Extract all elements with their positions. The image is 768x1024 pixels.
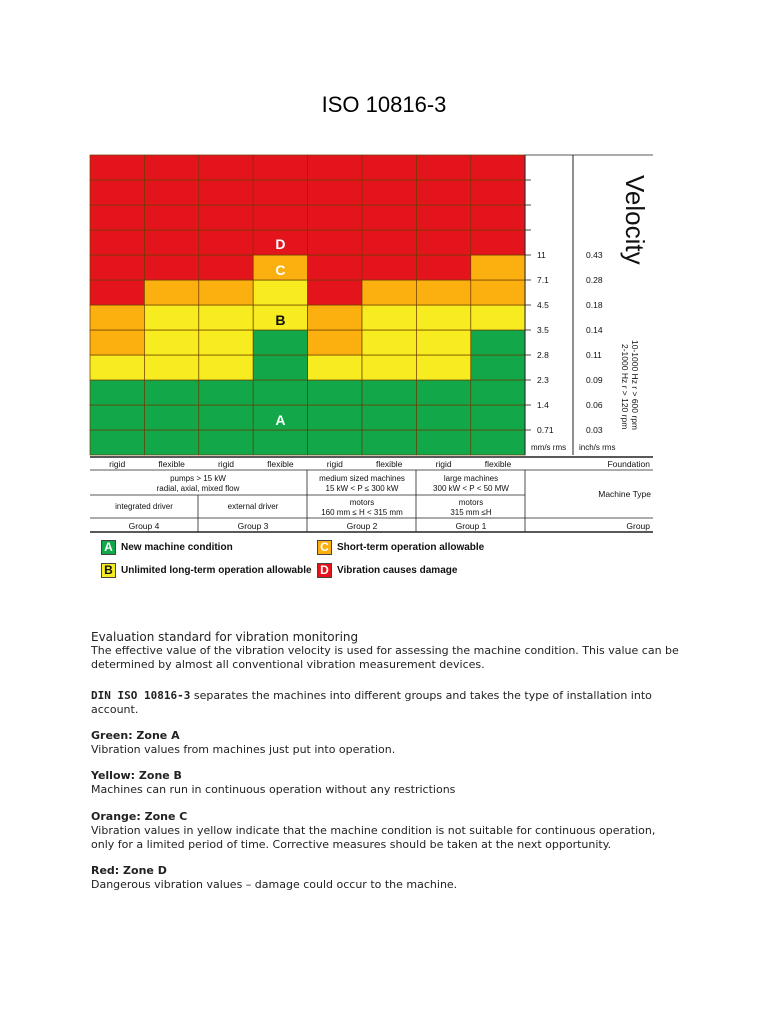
zone-cell-b	[308, 355, 362, 380]
zone-cell-d	[362, 255, 416, 280]
external-driver-label: external driver	[227, 502, 279, 511]
velocity-label: Velocity	[620, 175, 650, 265]
zone-cell-d	[144, 155, 198, 180]
foundation-rigid: rigid	[435, 459, 452, 469]
zone-cell-d	[90, 155, 144, 180]
zone-cell-d	[253, 180, 307, 205]
zone-cell-c	[471, 255, 525, 280]
mm-tick-label: 3.5	[537, 325, 549, 335]
legend-zone-d-text: Vibration causes damage	[337, 565, 458, 576]
din-standard-name: DIN ISO 10816-3	[91, 689, 191, 702]
foundation-flexible: flexible	[484, 459, 512, 469]
zone-cell-a	[471, 430, 525, 455]
zone-cell-a	[362, 405, 416, 430]
inch-tick-label: 0.28	[586, 275, 603, 285]
zone-cell-b	[362, 305, 416, 330]
zone-cell-c	[308, 330, 362, 355]
zone-cell-d	[308, 280, 362, 305]
zone-cell-b	[416, 330, 470, 355]
machine-type-label: Machine Type	[598, 489, 651, 499]
motors-large-label: motors	[458, 498, 484, 507]
zone-letter-d: D	[275, 236, 286, 252]
legend-zone-a	[101, 540, 233, 555]
zone-cell-d	[144, 180, 198, 205]
medium-machines-line-2: 15 kW < P ≤ 300 kW	[325, 484, 399, 493]
zone-cell-d	[308, 155, 362, 180]
zone-cell-a	[362, 380, 416, 405]
foundation-rigid: rigid	[109, 459, 126, 469]
article-body	[91, 630, 681, 672]
zone-cell-d	[362, 180, 416, 205]
zone-cell-a	[416, 380, 470, 405]
legend-zone-d-box: D	[317, 563, 332, 578]
yellow-zone-text: Machines can run in continuous operation without any restrictions	[91, 783, 456, 796]
zone-cell-d	[253, 205, 307, 230]
zone-cell-a	[362, 430, 416, 455]
pumps-line-1: pumps > 15 kW	[170, 474, 226, 483]
legend-zone-c-box: C	[317, 540, 332, 555]
zone-cell-d	[362, 230, 416, 255]
zone-cell-c	[90, 305, 144, 330]
zone-cell-c	[362, 280, 416, 305]
zone-cell-d	[308, 180, 362, 205]
zone-cell-b	[362, 355, 416, 380]
legend-zone-c	[317, 540, 484, 555]
zone-letter-b: B	[275, 312, 286, 328]
zone-cell-d	[416, 155, 470, 180]
orange-zone-text: Vibration values in yellow indicate that the machine condition is not suitable for continuous operation, only for a limited period of time. Corrective measures should be taken at the next opportunity.	[91, 824, 656, 851]
zone-cell-b	[199, 330, 253, 355]
zone-cells	[90, 155, 525, 455]
zone-cell-c	[199, 280, 253, 305]
zone-cell-c	[144, 280, 198, 305]
yellow-zone-heading: Yellow: Zone B	[91, 769, 182, 782]
page-title: ISO 10816-3	[321, 92, 447, 117]
zone-cell-d	[144, 255, 198, 280]
zone-cell-b	[471, 305, 525, 330]
zone-cell-d	[471, 155, 525, 180]
zone-cell-a	[199, 380, 253, 405]
zone-cell-c	[308, 305, 362, 330]
zone-d-section	[91, 864, 681, 892]
large-machines-line-2: 300 kW < P < 50 MW	[433, 484, 509, 493]
foundation-flexible: flexible	[267, 459, 294, 469]
inch-tick-label: 0.09	[586, 375, 603, 385]
legend-zone-a-box: A	[101, 540, 116, 555]
legend-zone-b-box: B	[101, 563, 116, 578]
zone-cell-d	[90, 255, 144, 280]
zone-cell-c	[416, 280, 470, 305]
zone-cell-d	[308, 205, 362, 230]
zone-cell-d	[199, 205, 253, 230]
zone-cell-d	[199, 255, 253, 280]
zone-cell-b	[144, 305, 198, 330]
zone-cell-d	[90, 205, 144, 230]
zone-cell-a	[144, 430, 198, 455]
zone-cell-d	[144, 230, 198, 255]
zone-cell-c	[471, 280, 525, 305]
red-zone-text: Dangerous vibration values – damage could occur to the machine.	[91, 878, 458, 891]
zone-cell-a	[253, 355, 307, 380]
din-description: separates the machines into different groups and takes the type of installation into account.	[91, 689, 652, 716]
zone-cell-b	[416, 305, 470, 330]
legend-zone-c-text: Short-term operation allowable	[337, 542, 485, 553]
zone-cell-d	[144, 205, 198, 230]
zone-cell-a	[199, 405, 253, 430]
zone-cell-a	[416, 405, 470, 430]
zone-letter-c: C	[275, 262, 286, 278]
group-4-label: Group 4	[128, 521, 160, 531]
green-zone-heading: Green: Zone A	[91, 729, 180, 742]
zone-cell-a	[90, 430, 144, 455]
zone-cell-d	[253, 155, 307, 180]
inch-tick-label: 0.14	[586, 325, 603, 335]
zone-cell-d	[308, 255, 362, 280]
machine-table	[90, 457, 653, 532]
zone-a-section	[91, 729, 681, 757]
foundation-label: Foundation	[607, 459, 650, 469]
zone-cell-a	[471, 330, 525, 355]
zone-cell-d	[471, 180, 525, 205]
zone-cell-d	[362, 205, 416, 230]
zone-cell-b	[253, 280, 307, 305]
inch-tick-label: 0.11	[586, 350, 602, 360]
zone-cell-d	[90, 180, 144, 205]
frequency-line-2: 2-1000 Hz r > 120 rpm	[620, 344, 630, 430]
motors-large-range: 315 mm ≤H	[450, 508, 492, 517]
inch-tick-label: 0.43	[586, 250, 603, 260]
zone-cell-a	[253, 430, 307, 455]
zone-letter-a: A	[275, 412, 286, 428]
green-zone-text: Vibration values from machines just put into operation.	[91, 743, 396, 756]
zone-cell-d	[199, 180, 253, 205]
zone-cell-d	[199, 230, 253, 255]
zone-cell-d	[471, 205, 525, 230]
zone-cell-d	[416, 255, 470, 280]
zone-cell-a	[253, 380, 307, 405]
din-paragraph	[91, 689, 681, 717]
zone-cell-d	[199, 155, 253, 180]
foundation-rigid: rigid	[217, 459, 235, 469]
zone-cell-a	[253, 330, 307, 355]
medium-machines-line-1: medium sized machines	[319, 474, 405, 483]
frequency-line-1: 10-1000 Hz r > 600 rpm	[630, 340, 640, 431]
zone-cell-d	[90, 280, 144, 305]
mm-tick-label: 1.4	[537, 400, 549, 410]
zone-cell-b	[199, 305, 253, 330]
mm-tick-label: 4.5	[537, 300, 549, 310]
foundation-columns	[109, 459, 511, 469]
mm-tick-label: 7.1	[537, 275, 549, 285]
zone-cell-a	[471, 405, 525, 430]
article-heading: Evaluation standard for vibration monitoring	[91, 630, 359, 644]
orange-zone-heading: Orange: Zone C	[91, 810, 188, 823]
inch-tick-label: 0.03	[586, 425, 603, 435]
zone-cell-d	[416, 205, 470, 230]
zone-cell-a	[144, 405, 198, 430]
zone-cell-a	[199, 430, 253, 455]
zone-cell-d	[90, 230, 144, 255]
zone-b-section	[91, 769, 681, 797]
zone-cell-a	[308, 405, 362, 430]
zone-cell-c	[90, 330, 144, 355]
zone-cell-a	[144, 380, 198, 405]
foundation-rigid: rigid	[326, 459, 343, 469]
legend-zone-a-text: New machine condition	[121, 542, 233, 553]
pumps-line-2: radial, axial, mixed flow	[156, 484, 240, 493]
zone-cell-b	[90, 355, 144, 380]
mm-tick-label: 2.3	[537, 375, 549, 385]
zone-cell-a	[308, 430, 362, 455]
inch-unit-label: inch/s rms	[579, 443, 616, 452]
group-2-label: Group 2	[346, 521, 378, 531]
motors-medium-range: 160 mm ≤ H < 315 mm	[321, 508, 403, 517]
zone-cell-b	[199, 355, 253, 380]
zone-cell-a	[471, 380, 525, 405]
zone-cell-a	[308, 380, 362, 405]
legend-zone-b	[101, 563, 312, 578]
legend-zone-d	[317, 563, 457, 578]
article-intro: The effective value of the vibration velocity is used for assessing the machine condition. This value can be determined by almost all conventional vibration measurement devices.	[91, 644, 679, 671]
zone-cell-a	[471, 355, 525, 380]
group-1-label: Group 1	[455, 521, 487, 531]
group-3-label: Group 3	[237, 521, 269, 531]
zone-cell-d	[471, 230, 525, 255]
zone-cell-b	[416, 355, 470, 380]
zone-cell-b	[362, 330, 416, 355]
foundation-flexible: flexible	[158, 459, 185, 469]
zone-cell-d	[416, 180, 470, 205]
zone-c-section	[91, 810, 681, 852]
red-zone-heading: Red: Zone D	[91, 864, 167, 877]
tick-marks	[525, 180, 603, 435]
foundation-flexible: flexible	[375, 459, 403, 469]
motors-medium-label: motors	[349, 498, 375, 507]
mm-tick-label: 2.8	[537, 350, 549, 360]
zone-cell-a	[416, 430, 470, 455]
group-header-label: Group	[626, 521, 650, 531]
zone-cell-d	[362, 155, 416, 180]
integrated-driver-label: integrated driver	[115, 502, 173, 511]
zone-cell-b	[144, 330, 198, 355]
zone-cell-d	[308, 230, 362, 255]
inch-tick-label: 0.06	[586, 400, 603, 410]
zone-cell-d	[416, 230, 470, 255]
mm-unit-label: mm/s rms	[531, 443, 567, 452]
large-machines-line-1: large machines	[443, 474, 499, 483]
mm-tick-label: 11	[537, 250, 546, 260]
mm-tick-label: 0.71	[537, 425, 554, 435]
din-line	[91, 689, 681, 717]
inch-tick-label: 0.18	[586, 300, 603, 310]
zone-cell-b	[144, 355, 198, 380]
zone-cell-a	[90, 405, 144, 430]
zone-cell-a	[90, 380, 144, 405]
legend-zone-b-text: Unlimited long-term operation allowable	[121, 565, 312, 576]
